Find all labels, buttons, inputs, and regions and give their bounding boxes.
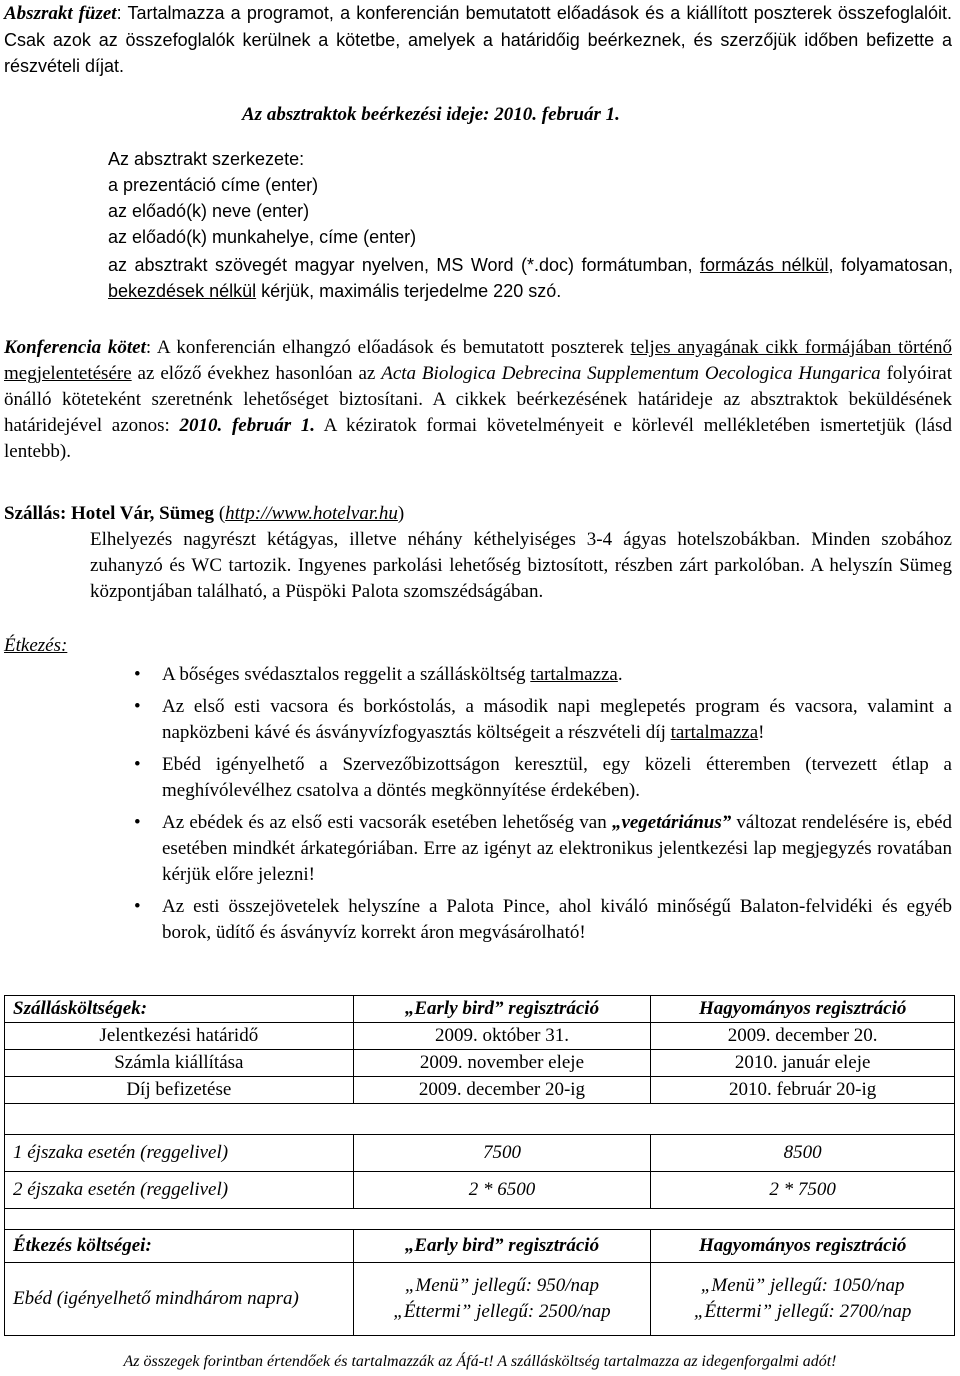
text: az absztrakt szövegét magyar nyelven, MS Word (*.doc) formátumban, <box>108 255 700 275</box>
volume-deadline: 2010. február 1. <box>179 415 316 436</box>
table-cell: Étkezés költségei: <box>5 1230 354 1263</box>
accommodation-heading: Szállás: Hotel Vár, Sümeg (http://www.hotelvar.hu) <box>4 503 405 524</box>
text: folyóirat önálló köteteként szeretnénk lehetőséget biztosítani. A cikkek beérkezésének határideje az absztraktok beküldésének határidejével azonos: <box>4 363 952 436</box>
abstract-structure <box>108 146 953 304</box>
bullet-icon: • <box>134 664 141 685</box>
hotel-link[interactable]: http://www.hotelvar.hu <box>225 503 398 524</box>
table-row <box>5 1050 955 1077</box>
text: Az esti összejövetelek helyszíne a Palota Pince, ahol kiváló minőségű Balaton-felvidéki és egyéb borok, üdítő és ásványvíz korrekt áron megvásárolható! <box>162 896 952 943</box>
table-spacer-row <box>5 1104 955 1135</box>
journal-name: Acta Biologica Debrecina Supplementum Oecologica Hungarica <box>381 363 881 384</box>
table-row <box>5 1135 955 1172</box>
table-cell: Ebéd (igényelhető mindhárom napra) <box>5 1263 354 1336</box>
table-cell: 2 * 7500 <box>651 1172 955 1209</box>
list-item <box>110 752 952 804</box>
table-cell: Szállásköltségek: <box>5 996 354 1023</box>
abstract-structure-last <box>108 252 953 304</box>
lunch-early-restaurant: „Éttermi” jellegű: 2500/nap <box>393 1301 611 1322</box>
table-cell: 2009. október 31. <box>353 1023 651 1050</box>
abstract-structure-line: az előadó(k) munkahelye, címe (enter) <box>108 227 417 247</box>
table-spacer <box>5 1104 955 1135</box>
table-cell: 8500 <box>651 1135 955 1172</box>
table-cell: 2009. november eleje <box>353 1050 651 1077</box>
text: Az ebédek és az első esti vacsorák esetében lehetőség van <box>162 812 612 833</box>
table-cell: 1 éjszaka esetén (reggelivel) <box>5 1135 354 1172</box>
abstract-structure-line: a prezentáció címe (enter) <box>108 175 319 195</box>
cost-table <box>4 995 955 1336</box>
text: Az első esti vacsora és borkóstolás, a második napi meglepetés program és vacsora, valamint a napközbeni kávé és ásványvízfogyasztás költségeit a részvételi díj <box>162 696 952 743</box>
table-cell: 2 * 6500 <box>353 1172 651 1209</box>
abstract-booklet-text: Tartalmazza a programot, a konferencián bemutatott előadások és a kiállított poszterek összefoglalóit. Csak azok az összefoglalók kerülnek a kötetbe, amelyek a határidőig beérkeznek, és szerzőjük időben befizette a részvételi díjat. <box>4 3 952 76</box>
text: : A konferencián elhangzó előadások és bemutatott poszterek <box>145 337 631 358</box>
abstract-booklet-label: Abszrakt füzet <box>4 3 117 24</box>
text-underlined: bekezdések nélkül <box>108 281 257 301</box>
table-cell <box>353 1263 651 1336</box>
table-cell: „Early bird” regisztráció <box>353 1230 651 1263</box>
table-cell: Hagyományos regisztráció <box>651 996 955 1023</box>
conference-volume-label: Konferencia kötet <box>4 337 146 358</box>
table-cell <box>651 1263 955 1336</box>
text: Ebéd igényelhető a Szervezőbizottságon keresztül, egy közeli étteremben (tervezett étlap a meghívólevélhez csatolva a döntés megkönnyítése érdekében). <box>162 754 952 801</box>
table-cell: Hagyományos regisztráció <box>651 1230 955 1263</box>
bullet-icon: • <box>134 696 141 717</box>
conference-volume-paragraph <box>4 335 952 465</box>
text-underlined: tartalmazza <box>530 664 618 685</box>
table-row <box>5 1263 955 1336</box>
abstract-structure-line: az előadó(k) neve (enter) <box>108 201 310 221</box>
list-item <box>110 694 952 746</box>
text: ! <box>758 722 765 743</box>
list-item <box>110 810 952 888</box>
table-cell: „Early bird” regisztráció <box>353 996 651 1023</box>
lunch-std-restaurant: „Éttermi” jellegű: 2700/nap <box>693 1301 912 1322</box>
table-row <box>5 1172 955 1209</box>
table-cell: Számla kiállítása <box>5 1050 354 1077</box>
table-cell: Jelentkezési határidő <box>5 1023 354 1050</box>
footer-note: Az összegek forintban értendőek és tartalmazzák az Áfá-t! A szállásköltség tartalmazza az idegenforgalmi adót! <box>123 1353 837 1370</box>
text-underlined: tartalmazza <box>670 722 759 743</box>
table-row <box>5 1023 955 1050</box>
list-item <box>110 662 952 688</box>
table-cell: Díj befizetése <box>5 1077 354 1104</box>
table-cell: 2009. december 20. <box>651 1023 955 1050</box>
table-spacer <box>5 1209 955 1230</box>
table-cell: 2 éjszaka esetén (reggelivel) <box>5 1172 354 1209</box>
bullet-icon: • <box>134 754 141 775</box>
abstract-booklet-paragraph: Abszrakt füzet: Tartalmazza a programot, a konferencián bemutatott előadások és a kiállított poszterek összefoglalóit. Csak azok az összefoglalók kerülnek a kötetbe, amelyek a határidőig beérkeznek, és szerzőjük időben befizette a részvételi díjat. <box>4 3 952 76</box>
bullet-icon: • <box>134 896 141 917</box>
text: A kéziratok formai követelményeit e körlevél mellékletében ismertetjük (lásd lentebb). <box>4 415 952 462</box>
text-underlined: teljes anyagának cikk formájában történő megjelentetésére <box>4 337 952 384</box>
text: az előző évekhez hasonlóan az <box>131 363 382 384</box>
abstract-structure-title: Az absztrakt szerkezete: <box>108 149 305 169</box>
table-cell: 7500 <box>353 1135 651 1172</box>
accommodation-text: Elhelyezés nagyrészt kétágyas, illetve néhány kéthelyiséges 3-4 ágyas hotelszobákban. Minden szobához zuhanyzó és WC tartozik. Ingyenes parkolási lehetőség biztosított, részben zárt parkolóban. A helyszín Sümeg központjában található, a Püspöki Palota szomszédságában. <box>90 529 952 602</box>
table-spacer-row <box>5 1209 955 1230</box>
table-row <box>5 1077 955 1104</box>
table-row <box>5 1230 955 1263</box>
table-cell: 2010. január eleje <box>651 1050 955 1077</box>
text: , folyamatosan, <box>828 255 953 275</box>
text: kérjük, maximális terjedelme 220 szó. <box>256 281 562 301</box>
lunch-std-menu: „Menü” jellegű: 1050/nap <box>700 1275 905 1296</box>
text-emphasis: „vegetáriánus” <box>611 812 732 833</box>
table-cell: 2009. december 20-ig <box>353 1077 651 1104</box>
meals-label-text: Étkezés <box>4 635 61 656</box>
list-item <box>110 894 952 946</box>
accommodation-label: Szállás: Hotel Vár, Sümeg <box>4 503 215 524</box>
lunch-early-menu: „Menü” jellegű: 950/nap <box>404 1275 600 1296</box>
text: . <box>617 664 623 685</box>
meals-list <box>110 662 952 946</box>
text: A bőséges svédasztalos reggelit a szállásköltség <box>162 664 531 685</box>
abstract-deadline: Az absztraktok beérkezési ideje: 2010. február 1. <box>242 104 620 125</box>
meals-label: Étkezés: <box>4 635 68 656</box>
text-underlined: formázás nélkül <box>699 255 829 275</box>
table-row <box>5 996 955 1023</box>
table-cell: 2010. február 20-ig <box>651 1077 955 1104</box>
text: változat rendelésére is, ebéd esetében mindkét árkategóriában. Erre az igényt az elektronikus jelentkezési lap megjegyzés rovatában kérjük előre jelezni! <box>162 812 953 885</box>
bullet-icon: • <box>134 812 141 833</box>
